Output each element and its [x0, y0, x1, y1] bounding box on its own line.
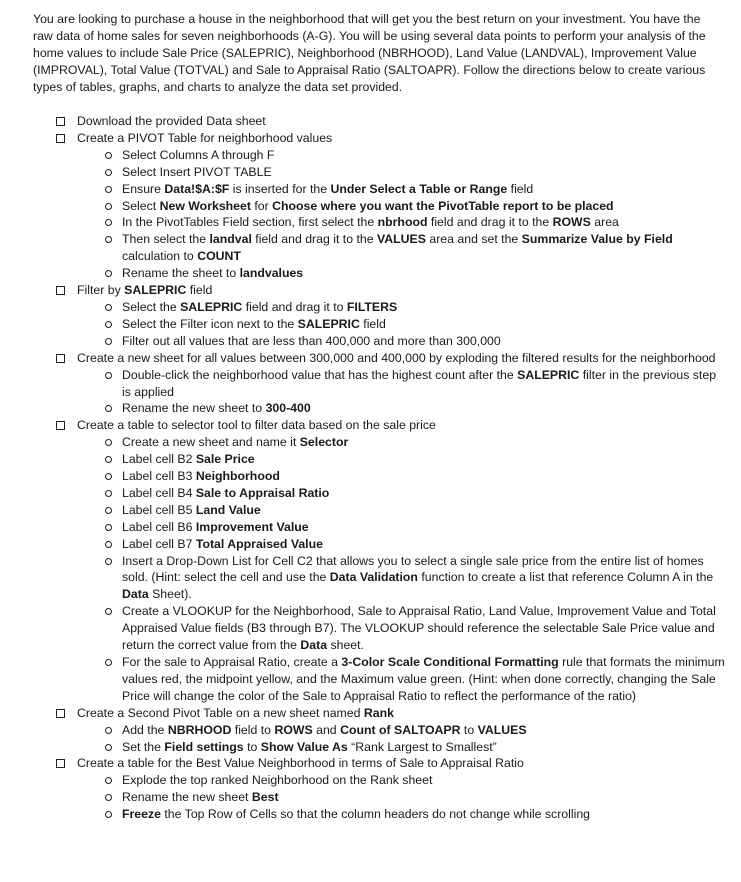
list-item	[77, 536, 728, 553]
step-bold: 3-Color Scale Conditional Formatting	[341, 655, 559, 669]
list-item	[77, 806, 728, 823]
task-best-value	[56, 755, 728, 823]
list-item	[77, 772, 728, 789]
step-bold: Freeze	[122, 807, 161, 822]
step-bold: nbrhood	[377, 215, 428, 230]
bullet-icon	[105, 524, 112, 531]
step-text: Rename the sheet to	[122, 266, 240, 281]
list-item	[77, 468, 728, 485]
step-text: field to	[231, 722, 275, 737]
bullet-icon	[105, 236, 112, 243]
step-text: function to create a list that reference Column A in the	[417, 570, 714, 585]
list-item	[77, 502, 728, 519]
step-text: Explode the top ranked Neighborhood on the Rank sheet	[122, 773, 433, 788]
bullet-icon	[105, 608, 112, 615]
step-text: Select	[122, 198, 160, 213]
step-bold: Count of SALTOAPR	[340, 722, 461, 737]
step-text: Insert a Drop-Down List for Cell C2 that allows you to select a single sale price from the entire list of homes sold. (Hint: select the cell and use the	[122, 553, 704, 585]
bullet-icon	[105, 405, 112, 412]
bullet-icon	[105, 152, 112, 159]
task-text: Create a table to selector tool to filter data based on the sale price	[77, 418, 436, 433]
step-bold: Data	[122, 587, 149, 602]
step-bold: Sale to Appraisal Ratio	[195, 485, 330, 500]
step-bold: Data!$A:$F	[164, 181, 230, 196]
step-text: Select the	[122, 299, 181, 314]
step-bold: Field settings	[164, 739, 244, 754]
step-bold: 300-400	[265, 401, 311, 416]
step-bold: Summarize Value by Field	[521, 232, 673, 247]
step-bold: landval	[209, 232, 252, 247]
bullet-icon	[105, 439, 112, 446]
bullet-icon	[105, 456, 112, 463]
list-item	[77, 451, 728, 468]
step-bold: Improvement Value	[195, 519, 309, 534]
step-text: Ensure	[122, 181, 165, 196]
step-bold: ROWS	[552, 215, 591, 230]
bullet-icon	[105, 203, 112, 210]
list-item	[77, 214, 728, 231]
step-text: In the PivotTables Field section, first select the	[122, 215, 378, 230]
task-rank-pivot	[56, 705, 728, 756]
list-item	[77, 164, 728, 181]
step-text: field	[359, 316, 386, 331]
bullet-icon	[105, 270, 112, 277]
step-bold: SALEPRIC	[297, 316, 360, 331]
bullet-icon	[105, 186, 112, 193]
step-text: Double-click the neighborhood value that has the highest count after the	[122, 367, 518, 382]
step-text: “Rank Largest to Smallest”	[347, 739, 497, 754]
checkbox-icon[interactable]	[56, 709, 65, 718]
step-bold: Data Validation	[329, 570, 418, 585]
step-bold: Show Value As	[260, 739, 348, 754]
task-text: Create a Second Pivot Table on a new sheet named	[77, 705, 364, 720]
step-bold: landvalues	[239, 266, 304, 281]
step-text: area	[590, 215, 619, 230]
checkbox-icon[interactable]	[56, 117, 65, 126]
task-pivot-table	[56, 130, 728, 282]
step-text: Add the	[122, 722, 168, 737]
list-item	[77, 553, 728, 604]
list-item	[77, 299, 728, 316]
list-item	[77, 316, 728, 333]
step-text: rule that formats the minimum values red, the midpoint yellow, and the Maximum value green. (Hint: when done correctly, changing the Sale Price will change the color of the Sale to Appraisal Ratio to reflect the performance of the ratio)	[122, 655, 725, 703]
step-text: Filter out all values that are less than 400,000 and more than 300,000	[122, 333, 501, 348]
step-bold: Sale Price	[195, 452, 255, 467]
step-bold: Total Appraised Value	[195, 536, 323, 551]
step-text: filter in the previous step is applied	[122, 367, 717, 399]
list-item	[77, 485, 728, 502]
list-item	[77, 333, 728, 350]
checkbox-icon[interactable]	[56, 759, 65, 768]
list-item	[77, 147, 728, 164]
step-text: For the sale to Appraisal Ratio, create a	[122, 655, 342, 669]
step-text: Rename the new sheet to	[122, 401, 266, 416]
step-text: to	[243, 739, 261, 754]
step-text: Label cell B4	[122, 485, 196, 500]
step-text: Label cell B6	[122, 519, 196, 534]
list-item	[77, 198, 728, 215]
task-text: Create a new sheet for all values between 300,000 and 400,000 by exploding the filtered results for the neighborhood	[77, 350, 716, 365]
step-text: field and drag it to	[242, 299, 347, 314]
step-bold: Neighborhood	[195, 469, 280, 484]
bullet-icon	[105, 541, 112, 548]
step-text: field and drag it to the	[251, 232, 377, 247]
step-text: calculation to	[122, 249, 198, 264]
step-bold: Selector	[299, 435, 349, 450]
step-text: the Top Row of Cells so that the column headers do not change while scrolling	[160, 807, 591, 822]
step-text: Sheet).	[148, 587, 192, 602]
list-item	[77, 739, 728, 756]
step-bold: Choose where you want the PivotTable report to be placed	[272, 198, 614, 213]
step-text: Set the	[122, 739, 165, 754]
checkbox-icon[interactable]	[56, 134, 65, 143]
task-new-sheet	[56, 350, 728, 418]
task-text: Download the provided Data sheet	[77, 114, 266, 128]
step-text: Create a new sheet and name it	[122, 435, 300, 450]
list-item	[77, 789, 728, 806]
task-text: Create a PIVOT Table for neighborhood values	[77, 130, 333, 145]
bullet-icon	[105, 321, 112, 328]
list-item	[77, 434, 728, 451]
step-bold: New Worksheet	[159, 198, 251, 213]
step-text: Select Columns A through F	[122, 147, 275, 162]
task-download	[56, 113, 728, 130]
step-bold: NBRHOOD	[167, 722, 232, 737]
bullet-icon	[105, 777, 112, 784]
step-bold: SALEPRIC	[517, 367, 580, 382]
step-text: Select the Filter icon next to the	[122, 316, 298, 331]
list-item	[77, 519, 728, 536]
task-bold: Rank	[363, 705, 394, 720]
step-bold: ROWS	[274, 722, 313, 737]
list-item	[77, 181, 728, 198]
step-text: Select Insert PIVOT TABLE	[122, 164, 272, 179]
list-item	[77, 400, 728, 417]
step-text: and	[312, 722, 341, 737]
checkbox-icon[interactable]	[56, 286, 65, 295]
bullet-icon	[105, 794, 112, 801]
step-text: Rename the new sheet	[122, 790, 252, 805]
task-text: Create a table for the Best Value Neighborhood in terms of Sale to Appraisal Ratio	[77, 756, 524, 771]
step-text: field and drag it to the	[427, 215, 553, 230]
bullet-icon	[105, 727, 112, 734]
step-bold: Best	[251, 790, 279, 805]
list-item	[77, 722, 728, 739]
checkbox-icon[interactable]	[56, 421, 65, 430]
step-bold: VALUES	[477, 722, 527, 737]
bullet-icon	[105, 473, 112, 480]
bullet-icon	[105, 558, 112, 565]
step-text: sheet.	[327, 638, 364, 653]
step-text: Label cell B5	[122, 502, 196, 517]
task-bold: SALEPRIC	[124, 283, 187, 298]
step-text: area and set the	[425, 232, 522, 247]
bullet-icon	[105, 338, 112, 345]
step-text: to	[460, 722, 478, 737]
bullet-icon	[105, 304, 112, 311]
step-text: field	[507, 181, 534, 196]
bullet-icon	[105, 744, 112, 751]
step-text: for	[250, 198, 273, 213]
bullet-icon	[105, 219, 112, 226]
bullet-icon	[105, 372, 112, 379]
step-bold: FILTERS	[346, 299, 398, 314]
checkbox-icon[interactable]	[56, 354, 65, 363]
list-item	[77, 603, 728, 654]
step-text: Then select the	[122, 232, 210, 247]
step-bold: COUNT	[197, 249, 241, 264]
step-text: Label cell B2	[122, 452, 196, 467]
bullet-icon	[105, 507, 112, 514]
step-bold: Data	[300, 638, 328, 653]
task-selector-table	[56, 417, 728, 704]
bullet-icon	[105, 811, 112, 818]
bullet-icon	[105, 659, 112, 666]
step-bold: Under Select a Table or Range	[330, 181, 508, 196]
task-filter	[56, 282, 728, 350]
bullet-icon	[105, 169, 112, 176]
bullet-icon	[105, 490, 112, 497]
step-bold: VALUES	[376, 232, 426, 247]
step-text: is inserted for the	[229, 181, 331, 196]
list-item	[77, 265, 728, 282]
intro-paragraph: You are looking to purchase a house in the neighborhood that will get you the best return on your investment. You have the raw data of home sales for seven neighborhoods (A-G). You will be using several data points to perform your analysis of the home values to include Sale Price (SALEPRIC), Neighborhood (NBRHOOD), Land Value (LANDVAL), Improvement Value (IMPROVAL), Total Value (TOTVAL) and Sale to Appraisal Ratio (SALTOAPR). Follow the directions below to create various types of tables, graphs, and charts to analyze the data set provided.	[33, 12, 706, 94]
task-text: Filter by	[77, 283, 125, 298]
step-text: Create a VLOOKUP for the Neighborhood, Sale to Appraisal Ratio, Land Value, Improvement Value and Total Appraised Value fields (B3 through B7). The VLOOKUP should reference the selectable Sale Price value and return the correct value from the	[122, 604, 716, 653]
step-bold: Land Value	[195, 502, 261, 517]
list-item	[77, 367, 728, 401]
task-checklist	[56, 113, 728, 823]
step-text: Label cell B7	[122, 536, 196, 551]
task-text: field	[186, 283, 213, 298]
list-item	[77, 654, 728, 705]
list-item	[77, 231, 728, 265]
step-text: Label cell B3	[122, 469, 196, 484]
step-bold: SALEPRIC	[180, 299, 243, 314]
